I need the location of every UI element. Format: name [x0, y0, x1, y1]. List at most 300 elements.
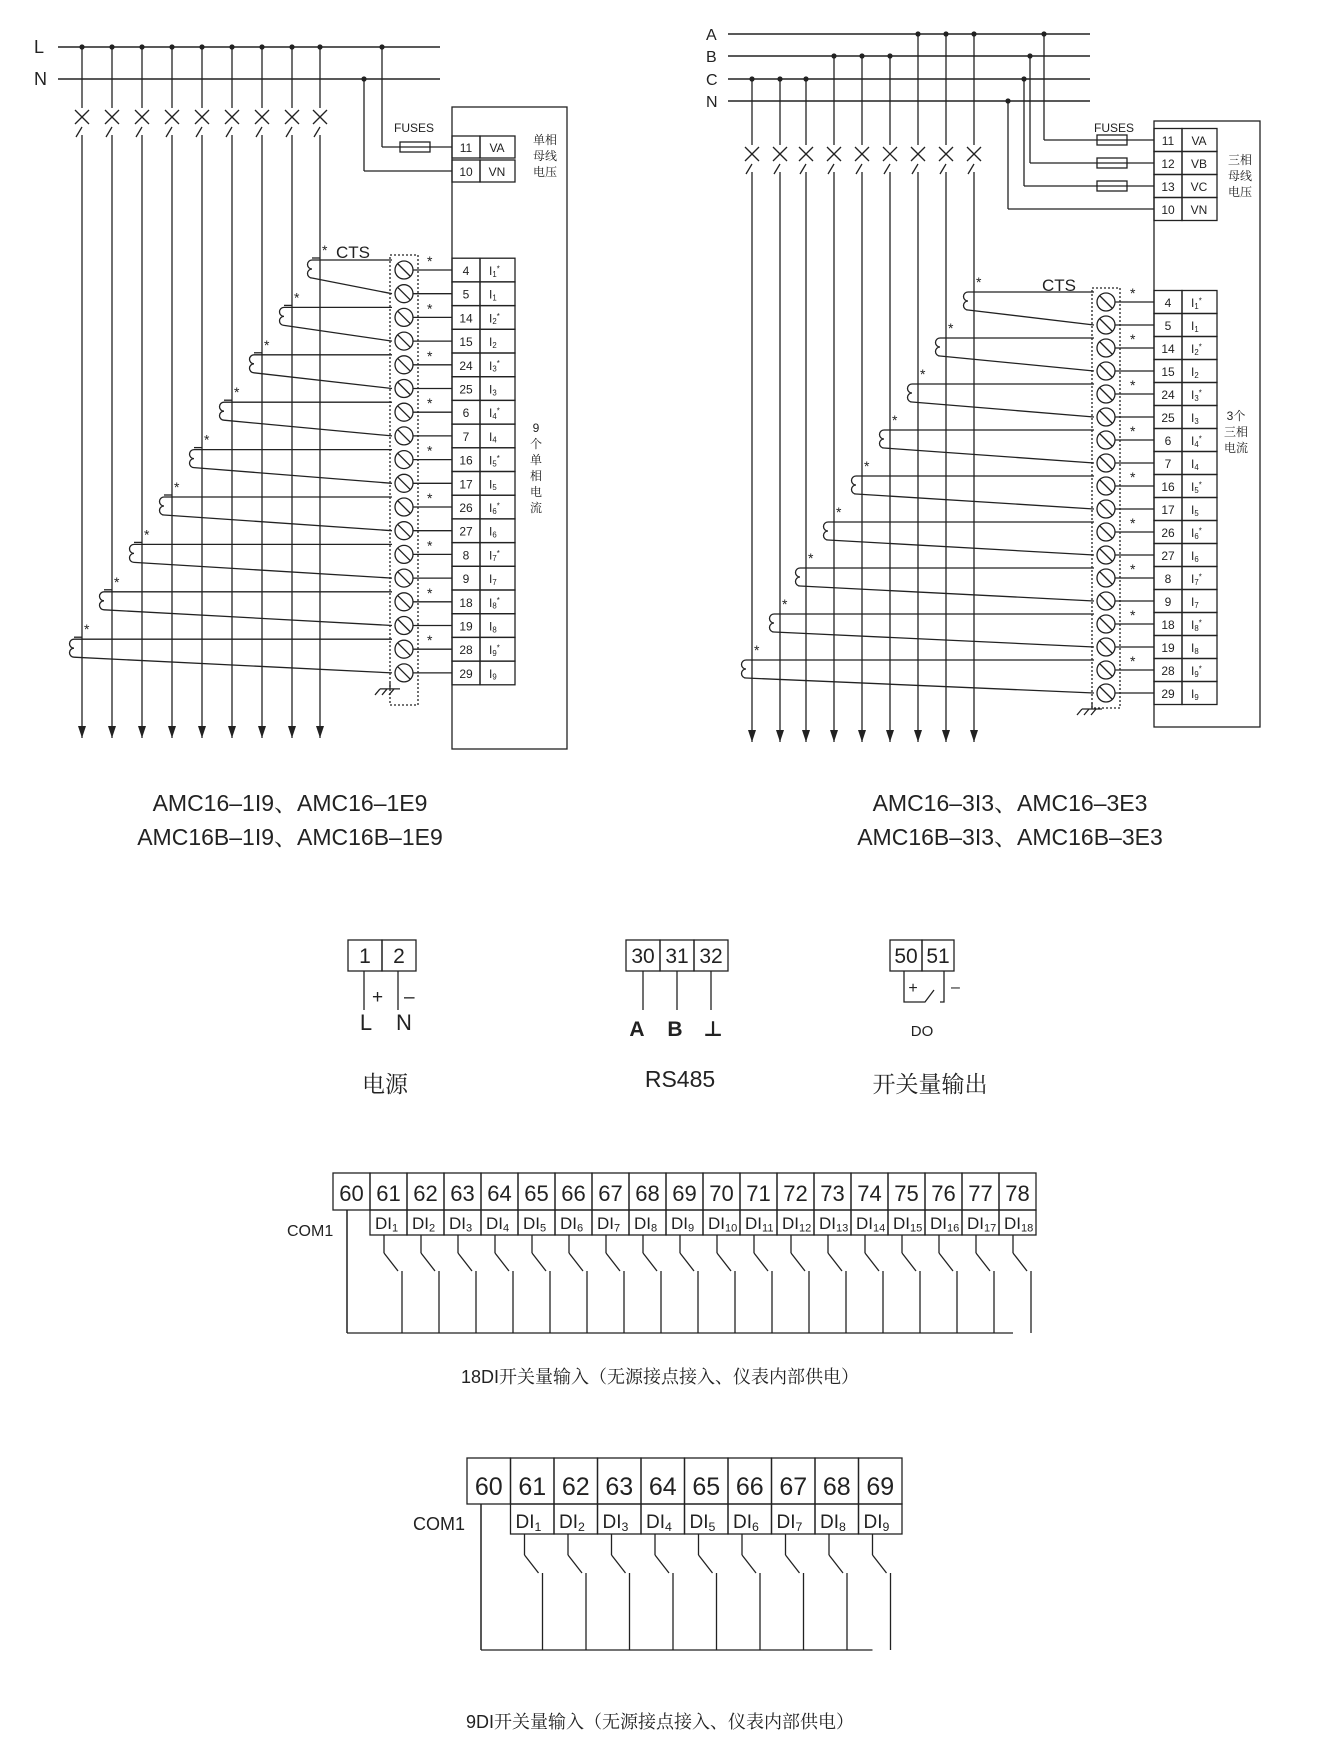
- current-group-label: 3个: [1226, 409, 1246, 423]
- terminal-screw-slot: [1100, 342, 1112, 354]
- di-input-label: DI17: [967, 1214, 997, 1235]
- di-terminal-num: 62: [561, 1473, 590, 1501]
- di9-input-diagram: [413, 1458, 902, 1650]
- ct-coil: [220, 402, 225, 420]
- voltage-terminal-num: 13: [1161, 180, 1175, 194]
- ct-coil: [936, 338, 941, 356]
- polarity-star: *: [920, 366, 926, 382]
- ct-lead-return: [856, 494, 1094, 509]
- di-terminal-num: 65: [524, 1181, 549, 1206]
- arrow-head: [288, 726, 296, 738]
- current-terminal-label: I7: [1191, 595, 1199, 610]
- current-terminal-num: 29: [1161, 687, 1175, 701]
- polarity-star: *: [144, 526, 150, 543]
- di-contact-blade: [873, 1555, 887, 1573]
- terminal-screw-slot: [1100, 526, 1112, 538]
- voltage-terminal-label: VN: [1190, 203, 1208, 217]
- polarity-star: *: [427, 347, 433, 364]
- current-terminal-num: 25: [1161, 411, 1175, 425]
- current-terminal-label: I1: [489, 287, 497, 303]
- ct-coil: [908, 384, 913, 402]
- di-input-label: DI9: [671, 1214, 695, 1235]
- current-terminal-label: I5: [489, 477, 497, 493]
- di-contact-blade: [828, 1253, 842, 1271]
- right-model-caption: [800, 786, 1220, 854]
- fuses-label: FUSES: [1094, 121, 1135, 135]
- current-terminal-num: 29: [459, 666, 473, 681]
- ct-coil: [742, 660, 746, 678]
- power-letter-L: L: [359, 1010, 373, 1035]
- polarity-star: *: [1130, 331, 1136, 347]
- do-terminal-num: 50: [894, 945, 918, 968]
- di-contact-blade: [495, 1253, 509, 1271]
- current-terminal-label-box: [1182, 498, 1217, 521]
- current-terminal-label: I6: [489, 524, 497, 540]
- current-terminal-label: I8*: [489, 595, 500, 611]
- right-model-line-2: AMC16B–3I3、AMC16B–3E3: [857, 824, 1163, 850]
- ct-lead-return: [134, 562, 392, 578]
- arrow-head: [776, 730, 784, 742]
- line-label-B: B: [706, 49, 717, 66]
- arrow-head: [108, 726, 116, 738]
- ct-lead-return: [104, 610, 392, 626]
- terminal-screw-slot: [1100, 641, 1112, 653]
- current-terminal-label-box: [1182, 452, 1217, 475]
- current-terminal-num: 27: [1161, 549, 1175, 563]
- left-model-line-2: AMC16B–1I9、AMC16B–1E9: [137, 824, 443, 850]
- ct-coil: [796, 568, 800, 586]
- polarity-star: *: [976, 274, 982, 290]
- current-terminal-label-box: [1182, 406, 1217, 429]
- current-terminal-label: I4*: [1191, 434, 1202, 449]
- polarity-star: *: [114, 573, 120, 590]
- ct-coil: [70, 639, 75, 657]
- di-contact-blade: [829, 1555, 843, 1573]
- polarity-star: *: [1130, 607, 1136, 623]
- terminal-screw-slot: [1100, 503, 1112, 515]
- ct-coil: [190, 450, 195, 468]
- polarity-star: *: [264, 336, 270, 353]
- polarity-star: *: [948, 320, 954, 336]
- polarity-star: *: [427, 584, 433, 601]
- cts-label: CTS: [336, 243, 370, 262]
- terminal-screw-slot: [398, 288, 410, 300]
- voltage-group-label: 单相: [532, 133, 558, 147]
- ct-coil: [250, 355, 254, 373]
- terminal-screw-slot: [398, 667, 410, 679]
- current-terminal-label: I2*: [489, 311, 500, 327]
- di-terminal-num: 68: [822, 1473, 851, 1501]
- current-terminal-num: 18: [459, 595, 473, 610]
- di-terminal-num: 70: [709, 1181, 734, 1206]
- ct-lead-return: [774, 632, 1094, 647]
- ground-symbol: [1084, 709, 1089, 715]
- ct-lead-return: [224, 420, 392, 436]
- arrow-head: [830, 730, 838, 742]
- branch-wire: [774, 164, 780, 742]
- branch-wire: [166, 127, 172, 738]
- polarity-star: *: [864, 458, 870, 474]
- di-contact-blade: [458, 1253, 472, 1271]
- rs485-letter: A: [629, 1018, 645, 1041]
- current-terminal-num: 28: [459, 643, 473, 658]
- current-terminal-num: 15: [1161, 365, 1175, 379]
- arrow-head: [942, 730, 950, 742]
- di-terminal-num: 60: [339, 1181, 364, 1206]
- di-contact-blade: [384, 1253, 398, 1271]
- polarity-star: *: [427, 490, 433, 506]
- current-terminal-label: I3: [489, 382, 497, 398]
- arrow-head: [228, 726, 236, 738]
- ct-coil: [160, 497, 164, 515]
- branch-wire: [800, 164, 806, 742]
- ct-lead-return: [74, 657, 392, 673]
- ct-lead-return: [312, 278, 392, 294]
- arrow-head: [258, 726, 266, 738]
- terminal-screw-slot: [398, 454, 410, 466]
- di-contact-blade: [606, 1253, 620, 1271]
- current-terminal-num: 18: [1161, 618, 1175, 632]
- di-contact-blade: [754, 1253, 768, 1271]
- di-terminal-num: 72: [783, 1181, 808, 1206]
- current-terminal-num: 4: [1164, 296, 1172, 310]
- di-terminal-num: 65: [692, 1473, 721, 1501]
- branch-wire: [226, 127, 232, 738]
- current-terminal-label-box: [480, 329, 515, 353]
- ct-lead-return: [194, 468, 392, 484]
- di-terminal-num: 77: [968, 1181, 993, 1206]
- ct-coil: [280, 307, 285, 325]
- power-sign-plus: +: [372, 987, 384, 1008]
- terminal-screw-slot: [398, 406, 410, 418]
- di-contact-blade: [699, 1555, 713, 1573]
- power-terminal-num: 2: [393, 945, 405, 968]
- current-group-label: 流: [529, 501, 543, 515]
- current-terminal-label-box: [480, 661, 515, 685]
- ct-coil: [308, 260, 313, 278]
- di-contact-blade: [976, 1253, 990, 1271]
- di-input-label: DI6: [733, 1512, 759, 1534]
- terminal-screw-slot: [398, 335, 410, 347]
- ct-terminal-strip: [390, 255, 418, 705]
- di18-input-diagram: [287, 1173, 1036, 1333]
- polarity-star: *: [84, 621, 90, 638]
- voltage-group-label: 母线: [532, 149, 558, 163]
- branch-wire: [746, 164, 752, 742]
- rs485-letter: ⊥: [703, 1018, 723, 1041]
- di-contact-blade: [568, 1555, 582, 1573]
- terminal-screw-slot: [398, 311, 410, 323]
- di-terminal-num: 74: [857, 1181, 882, 1206]
- current-terminal-num: 7: [1164, 457, 1172, 471]
- polarity-star: *: [808, 550, 814, 566]
- terminal-screw-slot: [1100, 480, 1112, 492]
- current-terminal-label-box: [1182, 544, 1217, 567]
- di-input-label: DI6: [560, 1214, 584, 1235]
- current-terminal-num: 5: [1164, 319, 1172, 333]
- current-terminal-label: I5*: [1191, 480, 1202, 495]
- current-terminal-label: I6*: [1191, 526, 1202, 541]
- current-terminal-num: 24: [1161, 388, 1175, 402]
- line-label-L: L: [34, 37, 45, 57]
- di-contact-blade: [902, 1253, 916, 1271]
- ct-coil: [852, 476, 857, 494]
- terminal-screw-slot: [398, 572, 410, 584]
- branch-wire: [912, 164, 918, 742]
- terminal-screw-slot: [398, 620, 410, 632]
- terminal-screw-slot: [1100, 572, 1112, 584]
- ground-symbol: [375, 689, 380, 695]
- current-terminal-label: I3*: [1191, 388, 1202, 403]
- current-terminal-num: 14: [459, 311, 473, 326]
- di-input-label: DI3: [602, 1512, 629, 1534]
- current-terminal-label: I4: [1191, 457, 1199, 472]
- current-terminal-label: I3: [1191, 411, 1199, 426]
- current-terminal-label: I1: [1191, 319, 1199, 334]
- voltage-terminal-num: 10: [459, 165, 473, 179]
- current-terminal-num: 7: [462, 429, 470, 444]
- di-terminal-num: 67: [598, 1181, 623, 1206]
- ct-lead-return: [968, 310, 1094, 325]
- current-terminal-num: 24: [459, 358, 473, 373]
- polarity-star: *: [1130, 469, 1136, 485]
- polarity-star: *: [427, 253, 433, 269]
- current-terminal-label: I9*: [489, 643, 500, 658]
- current-terminal-label: I9: [1191, 687, 1199, 702]
- terminal-screw-slot: [1100, 595, 1112, 607]
- do-sign-minus: –: [951, 979, 960, 996]
- current-terminal-label: I8*: [1191, 618, 1202, 633]
- polarity-star: *: [782, 596, 788, 612]
- di-input-label: DI5: [689, 1512, 716, 1534]
- di-input-label: DI4: [646, 1512, 672, 1534]
- do-terminal-num: 51: [926, 945, 950, 968]
- current-terminal-label: I2: [1191, 365, 1199, 380]
- arrow-head: [316, 726, 324, 738]
- current-terminal-num: 26: [459, 501, 473, 515]
- di-input-label: DI15: [893, 1214, 923, 1235]
- current-terminal-num: 19: [1161, 641, 1175, 655]
- polarity-star: *: [1130, 423, 1136, 439]
- current-terminal-label-box: [480, 472, 515, 496]
- ct-coil: [880, 430, 885, 448]
- current-terminal-num: 17: [1161, 503, 1175, 517]
- current-terminal-label-box: [1182, 590, 1217, 613]
- arrow-head: [802, 730, 810, 742]
- terminal-screw-slot: [1100, 618, 1112, 630]
- rs485-terminal-num: 31: [665, 945, 689, 968]
- branch-wire: [76, 127, 82, 738]
- polarity-star: *: [427, 442, 433, 459]
- terminal-screw-slot: [1100, 411, 1112, 423]
- terminal-screw-slot: [398, 430, 410, 442]
- line-label-A: A: [706, 27, 717, 44]
- current-terminal-num: 9: [462, 572, 470, 587]
- di-contact-blade: [643, 1253, 657, 1271]
- ground-symbol: [382, 689, 387, 695]
- polarity-star: *: [174, 479, 180, 495]
- terminal-screw-slot: [398, 501, 410, 513]
- di-terminal-num: 60: [474, 1473, 503, 1501]
- ct-lead-return: [284, 325, 392, 341]
- current-terminal-label: I3*: [489, 358, 500, 374]
- current-terminal-label-box: [480, 377, 515, 401]
- current-group-label: 单: [529, 453, 543, 467]
- di-contact-blade: [786, 1555, 800, 1573]
- terminal-screw-slot: [1100, 549, 1112, 561]
- di-contact-blade: [717, 1253, 731, 1271]
- power-letter-N: N: [396, 1010, 412, 1035]
- di-contact-blade: [680, 1253, 694, 1271]
- ct-coil: [964, 292, 969, 310]
- ct-coil: [100, 592, 105, 610]
- ct-lead-return: [164, 515, 392, 531]
- di-contact-blade: [1013, 1253, 1027, 1271]
- do-sign-plus: +: [908, 980, 918, 997]
- voltage-terminal-label: VB: [1190, 157, 1208, 171]
- di-terminal-num: 69: [866, 1473, 895, 1501]
- ct-lead-return: [254, 373, 392, 389]
- di-terminal-num: 64: [487, 1181, 512, 1206]
- current-group-label: 9: [532, 421, 540, 435]
- current-terminal-label: I2: [489, 335, 497, 350]
- branch-wire: [196, 127, 202, 738]
- ground-symbol: [1091, 709, 1096, 715]
- di-terminal-num: 68: [635, 1181, 660, 1206]
- current-group-label: 电: [529, 485, 543, 499]
- di-terminal-num: 73: [820, 1181, 845, 1206]
- di-terminal-num: 63: [605, 1473, 634, 1501]
- polarity-star: *: [204, 431, 210, 448]
- polarity-star: *: [427, 300, 433, 317]
- voltage-group-label: 电压: [1227, 185, 1253, 199]
- single-phase-wiring-diagram: [34, 37, 567, 749]
- di-terminal-num: 61: [518, 1473, 547, 1501]
- terminal-screw-slot: [398, 264, 410, 276]
- branch-wire: [828, 164, 834, 742]
- di-terminal-num: 67: [779, 1473, 808, 1501]
- terminal-screw-slot: [1100, 434, 1112, 446]
- voltage-terminal-num: 11: [459, 141, 473, 155]
- current-group-label: 三相: [1223, 425, 1249, 439]
- di-contact-blade: [655, 1555, 669, 1573]
- di-terminal-num: 69: [672, 1181, 697, 1206]
- polarity-star: *: [1130, 653, 1136, 669]
- di-terminal-num: 66: [735, 1473, 764, 1501]
- current-terminal-label: I9: [489, 666, 497, 682]
- polarity-star: *: [234, 384, 240, 401]
- three-phase-wiring-diagram: [706, 27, 1260, 742]
- cts-label: CTS: [1042, 276, 1076, 295]
- polarity-star: *: [427, 395, 433, 412]
- arrow-head: [748, 730, 756, 742]
- di-contact-blade: [421, 1253, 435, 1271]
- di-terminal-num: 75: [894, 1181, 919, 1206]
- di-input-label: DI13: [819, 1214, 849, 1235]
- current-group-label: 电流: [1223, 441, 1249, 455]
- current-terminal-label: I6: [1191, 549, 1199, 564]
- di-input-label: DI3: [449, 1214, 473, 1235]
- current-terminal-label: I7: [489, 572, 497, 587]
- di-terminal-num: 61: [376, 1181, 401, 1206]
- arrow-head: [914, 730, 922, 742]
- branch-wire: [256, 127, 262, 738]
- current-terminal-label: I4: [489, 429, 497, 445]
- voltage-group-label: 母线: [1227, 169, 1253, 183]
- current-terminal-label-box: [1182, 360, 1217, 383]
- current-terminal-num: 19: [459, 619, 473, 634]
- arrow-head: [886, 730, 894, 742]
- polarity-star: *: [754, 642, 760, 658]
- ct-lead-return: [912, 402, 1094, 417]
- rs485-letter: B: [667, 1018, 683, 1041]
- ct-lead-return: [746, 678, 1094, 693]
- current-terminal-label: I9*: [1191, 664, 1202, 679]
- arrow-head: [78, 726, 86, 738]
- di-input-label: DI1: [375, 1214, 399, 1235]
- di-contact-blade: [525, 1555, 539, 1573]
- power-terminal-num: 1: [359, 945, 371, 968]
- di-terminal-num: 76: [931, 1181, 956, 1206]
- current-terminal-label-box: [480, 519, 515, 543]
- terminal-screw-slot: [1100, 664, 1112, 676]
- power-sign-minus: –: [404, 987, 415, 1008]
- polarity-star: *: [1130, 561, 1136, 577]
- current-group-label: 相: [529, 469, 543, 483]
- current-terminal-num: 28: [1161, 664, 1175, 678]
- di-input-label: DI12: [782, 1214, 812, 1235]
- ct-lead-return: [940, 356, 1094, 371]
- arrow-head: [168, 726, 176, 738]
- terminal-screw-slot: [1100, 365, 1112, 377]
- di-contact-blade: [569, 1253, 583, 1271]
- current-terminal-label: I2*: [1191, 342, 1202, 357]
- branch-wire: [884, 164, 890, 742]
- rs485-terminal-num: 32: [699, 945, 723, 968]
- di-contact-blade: [742, 1555, 756, 1573]
- current-terminal-label: I8: [1191, 641, 1199, 656]
- voltage-terminal-num: 12: [1161, 157, 1175, 171]
- current-terminal-num: 4: [462, 264, 470, 278]
- branch-wire: [286, 127, 292, 738]
- current-terminal-label-box: [480, 566, 515, 590]
- right-model-line-1: AMC16–3I3、AMC16–3E3: [872, 790, 1148, 816]
- voltage-terminal-num: 10: [1161, 203, 1175, 217]
- current-terminal-label: I5: [1191, 503, 1199, 518]
- terminal-screw-slot: [398, 383, 410, 395]
- current-terminal-num: 15: [459, 335, 473, 350]
- branch-wire: [136, 127, 142, 738]
- current-terminal-label: I8: [489, 619, 497, 635]
- rs485-terminal-diagram: [626, 940, 728, 1041]
- rs485-terminal-num: 30: [631, 945, 655, 968]
- di-input-label: DI8: [634, 1214, 658, 1235]
- terminal-screw-slot: [398, 548, 410, 560]
- power-terminal-diagram: [348, 940, 416, 1035]
- branch-wire: [106, 127, 112, 738]
- current-terminal-label: I7*: [489, 548, 500, 564]
- di-contact-blade: [865, 1253, 879, 1271]
- do-output-terminal-diagram: [890, 940, 960, 1040]
- di-com-label: COM1: [287, 1223, 334, 1240]
- polarity-star: *: [1130, 377, 1136, 393]
- arrow-head: [858, 730, 866, 742]
- current-terminal-label-box: [1182, 314, 1217, 337]
- power-title: 电源: [362, 1071, 408, 1097]
- di18-title: 18DI开关量输入（无源接点接入、仪表内部供电）: [460, 1367, 860, 1387]
- di-contact-blade: [532, 1253, 546, 1271]
- current-terminal-num: 14: [1161, 342, 1175, 356]
